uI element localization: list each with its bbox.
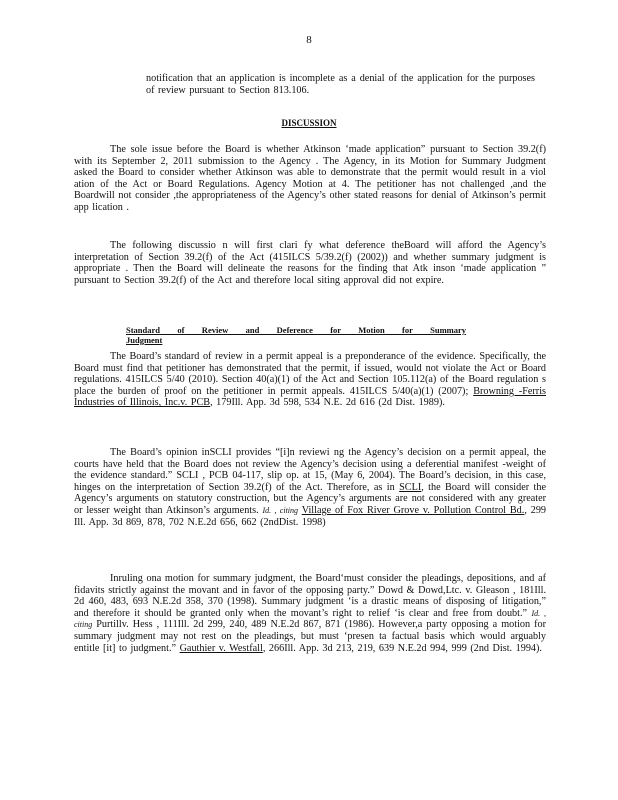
section-heading-text: DISCUSSION — [281, 118, 337, 128]
scli-underlined: SCLI — [399, 481, 422, 493]
para3-text: The Board’s standard of review in a permit appeal is a preponderance of the evidence. Specifically, the Board must find that petitioner has demonstrated that the permit, if issued, would not violate the Act or Board regulations. 415ILCS 5/40 (2010). Section 40(a)(1) of the Act and Section 105.112(a) of the Board regulation s place the burden of proof on the petitioner in permit appeals. 415ILCS 5/40(a)(1) (2007); — [74, 351, 546, 397]
para4-id-citing: Id. , citing — [262, 505, 299, 515]
continued-paragraph: notification that an application is incomplete as a denial of the application for the purposes of review pursuant to Section 813.106. — [146, 73, 535, 96]
section-heading — [0, 118, 618, 128]
para4-text-b: , the Board will consider the Agency’s arguments on statutory construction, but the Agency’s arguments are not considered with any greater or lesser weight than Atkinson’s arguments. — [74, 481, 546, 516]
paragraph-standard-of-review — [74, 351, 546, 409]
paragraph-scli-opinion — [74, 447, 546, 528]
para5-cite: , 266Ill. App. 3d 213, 219, 639 N.E.2d 994, 999 (2nd Dist. 1994). — [262, 642, 542, 654]
paragraph-sole-issue: The sole issue before the Board is whether Atkinson ‘made application” pursuant to Section 39.2(f) with its September 2, 2011 submission to the Agency . The Agency, in its Motion for Summary Judgment asked the Board to consider whether Atkinson was able to demonstrate that the permit would result in a viol ation of the Act or Board Regulations. Agency Motion at 4. The petitioner has not challenged ,and the Boardwill not consider ,the appropriateness of the Agency’s other stated reasons for denial of Atkinson’s permit app lication . — [74, 144, 546, 213]
case-name-gauthier: Gauthier v. Westfall — [179, 642, 263, 654]
paragraph-summary-judgment — [74, 573, 546, 654]
case-name-fox-river: Village of Fox River Grove v. Pollution Control Bd. — [301, 504, 525, 516]
page-number: 8 — [306, 34, 312, 46]
para5-id-citing: Id. , citing — [74, 608, 547, 630]
para4-text-a: The Board’s opinion inSCLI provides “[i]n reviewi ng the Agency’s decision on a permit appeal, the courts have held that the Board does not review the Agency’s decision using a deferential manifest -weight of the evidence standard.” SCLI , PCB 04-117, slip op. at 15, (May 6, 2004). The Board’s decision, in this case, hinges on the interpretation of Section 39.2(f) of the Act. Therefore, as in — [74, 447, 546, 493]
para5-text-b: Purtillv. Hess , 111Ill. 2d 299, 240, 489 N.E.2d 867, 871 (1986). However,a party opposing a motion for summary judgment may not rest on the pleadings, but must ‘presen ta factual basis which would arguably entitle [it] to judgment.” — [74, 619, 546, 654]
para5-text-a: Inruling ona motion for summary judgment, the Board‘must consider the pleadings, depositions, and af fidavits strictly against the movant and in favor of the opposing party.” Dowd & Dowd,Ltc. v. Gleason , 181Ill. 2d 460, 483, 693 N.E.2d 358, 370 (1998). Summary judgment ‘is a drastic means of disposing of litigation,” and therefore it should be granted only when the movant’s right to relief ‘is clear and free from doubt.” — [74, 573, 546, 619]
para3-cite: , 179Ill. App. 3d 598, 534 N.E. 2d 616 (2d Dist. 1989). — [210, 397, 445, 409]
case-name-browning: Browning -Ferris Industries of Illinois, Inc.v. PCB — [74, 385, 546, 409]
para4-cite: , 299 Ill. App. 3d 869, 878, 702 N.E.2d 656, 662 (2ndDist. 1998) — [74, 504, 547, 528]
paragraph-following-discussion: The following discussio n will first clari fy what deference theBoard will afford the Agency’s interpretation of Section 39.2(f) of the Act (415ILCS 5/39.2(f) (2002)) and whether summary judgment is appropriate . Then the Board will delineate the reasons for the finding that Atk inson ‘made application ” pursuant to Section 39.2(f) of the Act and therefore local siting approval did not expire. — [74, 240, 546, 286]
subsection-heading: Standard of Review and Deference for Motion for Summary Judgment — [126, 325, 466, 345]
